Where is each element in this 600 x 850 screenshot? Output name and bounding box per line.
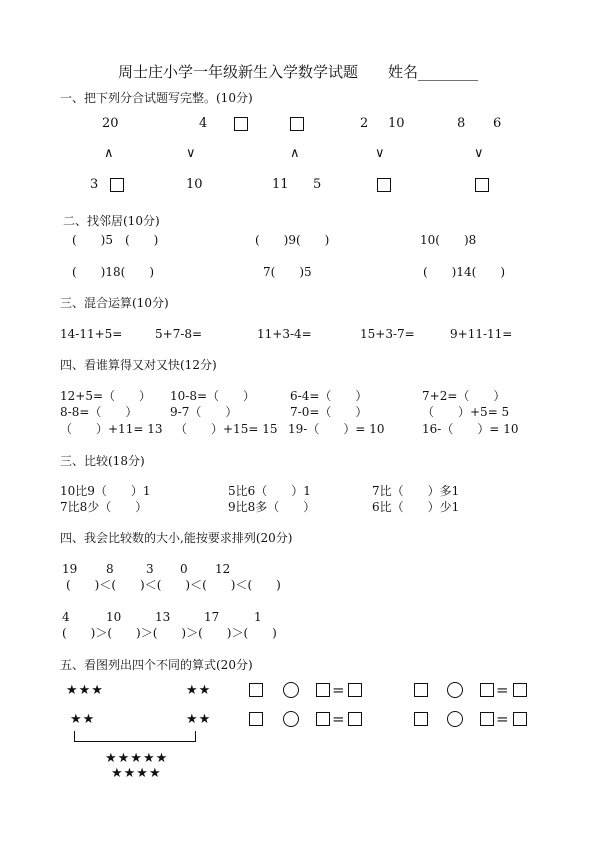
star-group: ★★★★ [111, 766, 162, 781]
operator-circle[interactable] [283, 682, 299, 698]
tree-4-blank-box[interactable] [377, 178, 391, 192]
answer-box[interactable] [480, 683, 494, 697]
tree-4-top-right: 10 [388, 116, 405, 131]
tree-3-right: 5 [313, 177, 322, 192]
quick-calc-item: 7-0=（ ） [290, 405, 368, 419]
quick-calc-item: 10-8=（ ） [170, 389, 256, 403]
tree-4-sign: ∨ [375, 146, 385, 161]
quick-calc-item: （ ）+5= 5 [422, 405, 510, 419]
tree-4-top-left: 2 [360, 116, 369, 131]
neighbor-item: ( )18( ) [72, 265, 154, 279]
quick-calc-item: 7+2=（ ） [422, 389, 506, 403]
tree-2-sign: ∨ [186, 146, 196, 161]
equals-sign: = [332, 681, 345, 699]
neighbor-item: ( )5 ( ) [72, 233, 159, 247]
sort-number: 0 [180, 562, 188, 576]
arith-item: 9+11-11= [450, 327, 513, 341]
sort-number: 12 [215, 562, 231, 576]
tree-5-top-left: 8 [457, 116, 466, 131]
star-group: ★★★ [66, 683, 104, 698]
quick-calc-item: （ ）+15= 15 [175, 422, 278, 436]
operator-circle[interactable] [447, 682, 463, 698]
compare-item: 6比（ ）少1 [372, 500, 460, 514]
tree-5-top-right: 6 [493, 116, 502, 131]
star-group: ★★★★★ [105, 751, 169, 766]
page-title: 周士庄小学一年级新生入学数学试题 [118, 63, 359, 81]
answer-box[interactable] [414, 712, 428, 726]
arith-item: 15+3-7= [360, 327, 415, 341]
sort-number: 17 [204, 610, 220, 624]
arith-item: 14-11+5= [60, 327, 123, 341]
operator-circle[interactable] [283, 711, 299, 727]
neighbor-item: ( )9( ) [255, 233, 330, 247]
quick-calc-item: 8-8=（ ） [60, 405, 138, 419]
star-group: ★★ [186, 712, 212, 727]
operator-circle[interactable] [447, 711, 463, 727]
tree-1-top: 20 [102, 116, 119, 131]
name-field-label: 姓名________ [388, 63, 479, 81]
tree-1-left: 3 [90, 177, 99, 192]
arith-item: 11+3-4= [257, 327, 312, 341]
star-group: ★★ [70, 712, 96, 727]
tree-5-sign: ∨ [474, 146, 484, 161]
answer-box[interactable] [249, 712, 263, 726]
quick-calc-item: 6-4=（ ） [290, 389, 368, 403]
tree-3-sign: ∧ [290, 146, 300, 161]
sort-order-descending: ( )＞( )＞( )＞( )＞( ) [62, 626, 277, 640]
quick-calc-item: （ ）+11= 13 [60, 422, 163, 436]
compare-item: 10比9（ ）1 [60, 484, 151, 498]
sort-number: 1 [254, 610, 262, 624]
answer-box[interactable] [348, 683, 362, 697]
sort-number: 13 [155, 610, 171, 624]
answer-box[interactable] [513, 683, 527, 697]
bracket-line [74, 731, 196, 742]
star-group: ★★ [186, 683, 212, 698]
section-4-heading: 四、看谁算得又对又快(12分) [60, 358, 217, 372]
compare-item: 9比8多（ ） [228, 500, 316, 514]
answer-box[interactable] [316, 683, 330, 697]
quick-calc-item: 12+5=（ ） [60, 389, 152, 403]
neighbor-item: 7( )5 [263, 265, 312, 279]
section-3-heading: 三、混合运算(10分) [60, 296, 169, 310]
tree-1-blank-box[interactable] [110, 178, 124, 192]
tree-2-bottom: 10 [186, 177, 203, 192]
answer-box[interactable] [316, 712, 330, 726]
equals-sign: = [332, 710, 345, 728]
quick-calc-item: 9-7（ ） [170, 405, 238, 419]
answer-box[interactable] [348, 712, 362, 726]
compare-item: 7比（ ）多1 [372, 484, 460, 498]
answer-box[interactable] [513, 712, 527, 726]
section-5-heading: 三、比较(18分) [60, 454, 145, 468]
sort-number: 10 [106, 610, 122, 624]
tree-2-blank-box[interactable] [234, 117, 248, 131]
quick-calc-item: 19-（ ）= 10 [288, 422, 385, 436]
sort-number: 4 [62, 610, 70, 624]
equals-sign: = [496, 681, 509, 699]
answer-box[interactable] [414, 683, 428, 697]
section-7-heading: 五、看图列出四个不同的算式(20分) [60, 658, 253, 672]
tree-2-top: 4 [199, 116, 208, 131]
sort-number: 8 [106, 562, 114, 576]
neighbor-item: 10( )8 [420, 233, 477, 247]
compare-item: 5比6（ ）1 [228, 484, 311, 498]
equals-sign: = [496, 710, 509, 728]
section-2-heading: 二、找邻居(10分) [63, 214, 160, 228]
answer-box[interactable] [249, 683, 263, 697]
section-6-heading: 四、我会比较数的大小,能按要求排列(20分) [60, 531, 293, 545]
sort-number: 19 [62, 562, 78, 576]
tree-5-blank-box[interactable] [475, 178, 489, 192]
sort-number: 3 [146, 562, 154, 576]
sort-order-ascending: ( )＜( )＜( )＜( )＜( ) [66, 578, 281, 592]
compare-item: 7比8少（ ） [60, 500, 148, 514]
tree-3-left: 11 [272, 177, 289, 192]
tree-1-sign: ∧ [104, 146, 114, 161]
neighbor-item: ( )14( ) [423, 265, 505, 279]
section-1-heading: 一、把下列分合试题写完整。(10分) [60, 91, 253, 105]
quick-calc-item: 16-（ ）= 10 [422, 422, 519, 436]
arith-item: 5+7-8= [155, 327, 203, 341]
tree-3-blank-box[interactable] [290, 117, 304, 131]
answer-box[interactable] [480, 712, 494, 726]
